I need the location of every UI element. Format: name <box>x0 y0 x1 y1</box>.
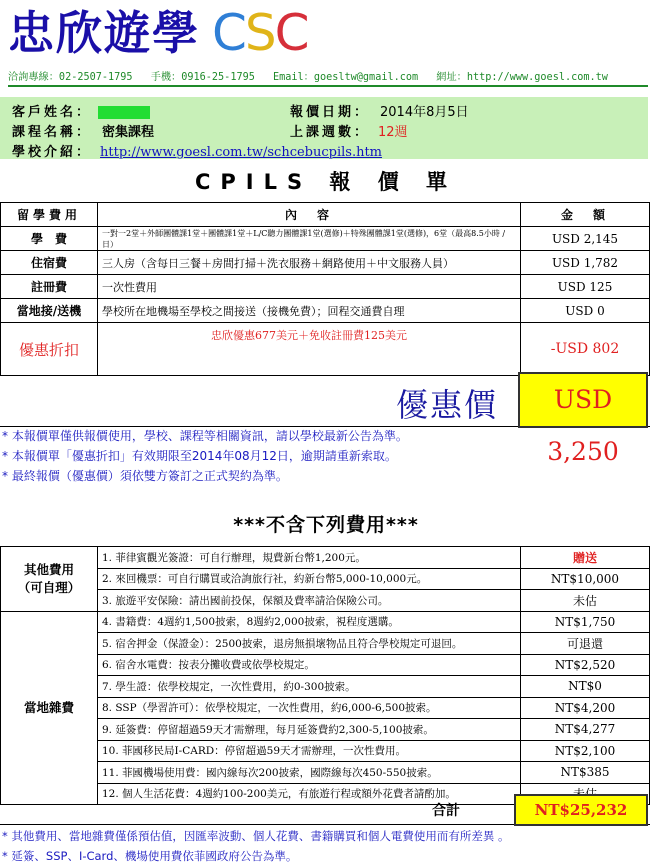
item-text: 1. 菲律賓觀光簽證：可自行辦理，規費新台幣1,200元。 <box>98 547 521 569</box>
item-text: 12. 個人生活花費：4週約100-200美元，有旅遊行程或額外花費者請酌加。 <box>98 783 521 805</box>
row-category: 當地接/送機 <box>1 299 98 323</box>
table-row <box>1 697 650 719</box>
table-row <box>1 611 650 633</box>
total-row <box>0 794 650 825</box>
contact-email[interactable]: Email：goesltw@gmail.com <box>273 72 419 83</box>
item-amount: NT$1,750 <box>521 611 650 633</box>
item-text: 8. SSP（學習許可）：依學校規定，一次性費用，約6,000-6,500披索。 <box>98 697 521 719</box>
item-text: 6. 宿舍水電費：按表分攤收費或依學校規定。 <box>98 654 521 676</box>
header-cell: 留學費用 <box>1 203 98 227</box>
group-category-line: 其他費用 <box>23 561 74 577</box>
footnote-line: * 延簽、SSP、I-Card、機場使用費依菲國政府公告為準。 <box>2 849 298 863</box>
table-row <box>1 251 650 275</box>
discount-row <box>1 323 650 376</box>
item-amount: 贈送 <box>521 547 650 569</box>
course-value: 密集課程 <box>102 125 155 140</box>
customer-name-label: 客戶姓名： <box>12 105 93 120</box>
school-row <box>12 141 382 160</box>
final-price-label: 優惠價 <box>395 386 498 424</box>
table-row <box>1 590 650 612</box>
table-row <box>1 676 650 698</box>
table-row <box>1 719 650 741</box>
quote-notes <box>2 426 648 486</box>
final-price-amount: USD 3,250 <box>518 372 648 428</box>
contact-mobile: 手機：0916-25-1795 <box>150 72 255 83</box>
group-category <box>1 547 98 612</box>
note-line: * 最終報價（優惠價）須依雙方簽訂之正式契約為準。 <box>2 469 288 483</box>
table-row <box>1 299 650 323</box>
course-row <box>12 121 154 140</box>
date-value: 2014年8月5日 <box>380 105 469 120</box>
table-row <box>1 633 650 655</box>
row-amount: USD 0 <box>521 299 650 323</box>
contact-phone: 洽詢專線：02-2507-1795 <box>8 72 133 83</box>
discount-amount: -USD 802 <box>521 323 650 376</box>
note-line: * 本報價單僅供報價使用，學校、課程等相關資訊，請以學校最新公告為準。 <box>2 429 408 443</box>
quote-table-header <box>1 203 650 227</box>
item-text: 5. 宿舍押金（保證金）：2500披索，退房無損壞物品且符合學校規定可退回。 <box>98 633 521 655</box>
table-row <box>1 740 650 762</box>
table-row <box>1 568 650 590</box>
discount-category: 優惠折扣 <box>1 323 98 376</box>
row-category: 學 費 <box>1 227 98 251</box>
row-content: 學校所在地機場至學校之間接送（接機免費）；回程交通費自理 <box>98 299 521 323</box>
item-amount: NT$4,200 <box>521 697 650 719</box>
table-row <box>1 762 650 784</box>
footnote-line: * 其他費用、當地雜費僅係預估值，因匯率波動、個人花費、書籍購買和個人電費使用而有所差異 。 <box>2 829 510 843</box>
weeks-row <box>290 121 408 140</box>
header-cell: 內 容 <box>98 203 521 227</box>
note-line: * 本報價單「優惠折扣」有效期限至2014年08月12日，逾期請重新索取。 <box>2 449 397 463</box>
table-row <box>1 275 650 299</box>
table-row <box>1 227 650 251</box>
group-category: 當地雜費 <box>1 611 98 805</box>
contact-bar <box>8 68 648 87</box>
item-amount: NT$4,277 <box>521 719 650 741</box>
item-text: 4. 書籍費：4週約1,500披索，8週約2,000披索，視程度選購。 <box>98 611 521 633</box>
header-cell: 金 額 <box>521 203 650 227</box>
item-text: 10. 菲國移民局I-CARD：停留超過59天才需辦理，一次性費用。 <box>98 740 521 762</box>
brand-name: 忠欣遊學 <box>8 6 200 60</box>
customer-name-row <box>12 101 150 120</box>
logo-letter: C <box>212 4 245 62</box>
redacted-name <box>98 106 150 119</box>
discount-content: 忠欣優惠677美元＋免收註冊費125美元 <box>98 323 521 376</box>
total-amount: NT$25,232 <box>514 794 648 826</box>
footnotes <box>2 826 648 866</box>
row-category: 註冊費 <box>1 275 98 299</box>
weeks-value: 12週 <box>378 125 408 140</box>
row-category: 住宿費 <box>1 251 98 275</box>
item-amount: 可退還 <box>521 633 650 655</box>
total-label: 合計 <box>432 803 460 819</box>
item-text: 9. 延簽費：停留超過59天才需辦理，每月延簽費約2,300-5,100披索。 <box>98 719 521 741</box>
row-content: 一對一2堂＋外師團體課1堂＋團體課1堂＋L/C聽力團體課1堂(選修)＋特殊團體課1堂(選修)，6堂（最高8.5小時 / 日） <box>98 227 521 251</box>
item-text: 7. 學生證：依學校規定，一次性費用，約0-300披索。 <box>98 676 521 698</box>
table-row <box>1 654 650 676</box>
quote-table <box>0 202 650 376</box>
school-link[interactable]: http://www.goesl.com.tw/schcebucpils.htm <box>100 145 383 160</box>
contact-website[interactable]: 網址：http://www.goesl.com.tw <box>436 72 608 83</box>
logo-letter: S <box>244 4 275 62</box>
logo-letter: C <box>274 4 308 62</box>
csc-logo <box>212 0 308 66</box>
exclusions-table <box>0 546 650 805</box>
table-row <box>1 547 650 569</box>
brand-header <box>8 0 308 66</box>
row-content: 一次性費用 <box>98 275 521 299</box>
item-amount: NT$385 <box>521 762 650 784</box>
item-amount: NT$10,000 <box>521 568 650 590</box>
item-amount: NT$0 <box>521 676 650 698</box>
item-amount: NT$2,100 <box>521 740 650 762</box>
row-amount: USD 125 <box>521 275 650 299</box>
group-category-line: （可自理） <box>17 579 81 595</box>
customer-info <box>0 97 648 159</box>
item-text: 11. 菲國機場使用費：國內線每次200披索，國際線每次450-550披索。 <box>98 762 521 784</box>
date-label: 報價日期： <box>290 105 371 120</box>
quote-title: CPILS 報 價 單 <box>194 170 458 194</box>
date-row <box>290 101 469 120</box>
item-amount: NT$2,520 <box>521 654 650 676</box>
item-text: 2. 來回機票：可自行購買或洽詢旅行社，約新台幣5,000-10,000元。 <box>98 568 521 590</box>
school-label: 學校介紹： <box>12 145 93 160</box>
item-amount: 未估 <box>521 590 650 612</box>
exclusions-title: ***不含下列費用*** <box>233 514 419 536</box>
row-amount: USD 1,782 <box>521 251 650 275</box>
item-text: 3. 旅遊平安保險：請出國前投保，保額及費率請洽保險公司。 <box>98 590 521 612</box>
course-label: 課程名稱： <box>12 125 93 140</box>
row-content: 三人房（含每日三餐＋房間打掃＋洗衣服務＋網路使用＋中文服務人員） <box>98 251 521 275</box>
weeks-label: 上課週數： <box>290 125 371 140</box>
row-amount: USD 2,145 <box>521 227 650 251</box>
